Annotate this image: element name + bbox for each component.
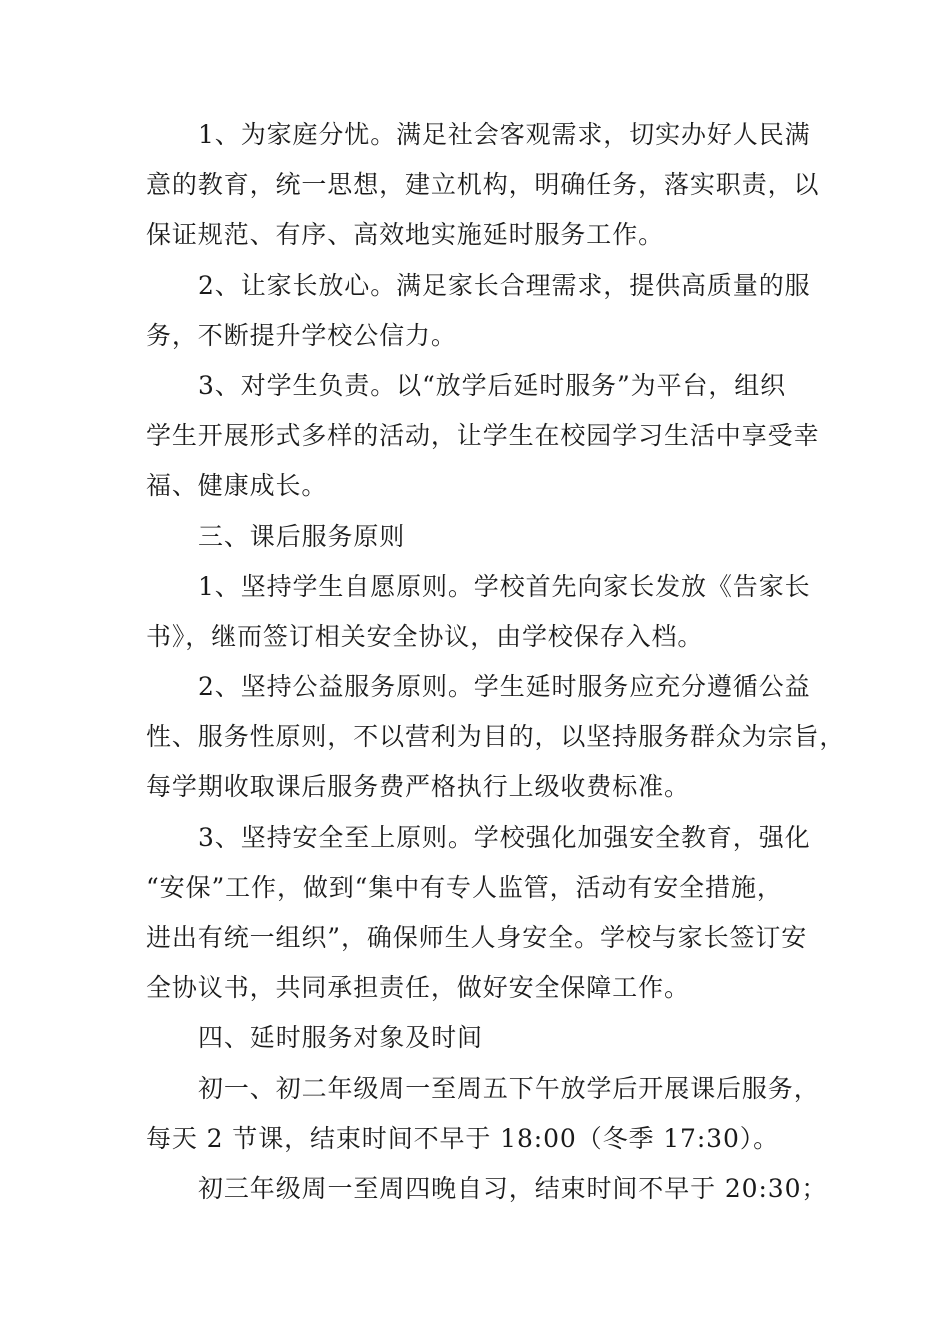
paragraph-line: 每天 2 节课，结束时间不早于 18:00（冬季 17:30）。	[146, 1123, 780, 1153]
paragraph-line: 初一、初二年级周一至周五下午放学后开展课后服务，	[198, 1073, 820, 1103]
paragraph-line: 书》，继而签订相关安全协议，由学校保存入档。	[146, 621, 704, 651]
paragraph-line: “安保”工作，做到“集中有专人监管，活动有安全措施，	[146, 872, 783, 902]
paragraph-line: 性、服务性原则，不以营利为目的，以坚持服务群众为宗旨，	[146, 722, 846, 752]
paragraph-line: 初三年级周一至周四晚自习，结束时间不早于 20:30；	[198, 1173, 828, 1203]
document-body	[146, 110, 846, 1214]
paragraph-line: 2、让家长放心。满足家长合理需求，提供高质量的服	[198, 270, 811, 300]
section-heading: 四、延时服务对象及时间	[198, 1023, 483, 1053]
paragraph-line: 学生开展形式多样的活动，让学生在校园学习生活中享受幸	[146, 421, 820, 451]
paragraph-line: 1、坚持学生自愿原则。学校首先向家长发放《告家长	[198, 571, 811, 601]
paragraph-line: 全协议书，共同承担责任，做好安全保障工作。	[146, 973, 690, 1003]
paragraph-line: 保证规范、有序、高效地实施延时服务工作。	[146, 220, 665, 250]
paragraph-line: 1、为家庭分忧。满足社会客观需求，切实办好人民满	[198, 120, 811, 149]
paragraph-line: 进出有统一组织”，确保师生人身安全。学校与家长签订安	[146, 923, 808, 952]
section-heading: 三、课后服务原则	[198, 521, 406, 551]
paragraph-line: 福、健康成长。	[146, 471, 328, 501]
paragraph-line: 每学期收取课后服务费严格执行上级收费标准。	[146, 772, 690, 802]
paragraph-line: 意的教育，统一思想，建立机构，明确任务，落实职责，以	[146, 170, 820, 200]
paragraph-line: 3、坚持安全至上原则。学校强化加强安全教育，强化	[198, 822, 811, 852]
paragraph-line: 3、对学生负责。以“放学后延时服务”为平台，组织	[198, 370, 787, 400]
paragraph-line: 2、坚持公益服务原则。学生延时服务应充分遵循公益	[198, 672, 811, 702]
paragraph-line: 务，不断提升学校公信力。	[146, 320, 457, 350]
